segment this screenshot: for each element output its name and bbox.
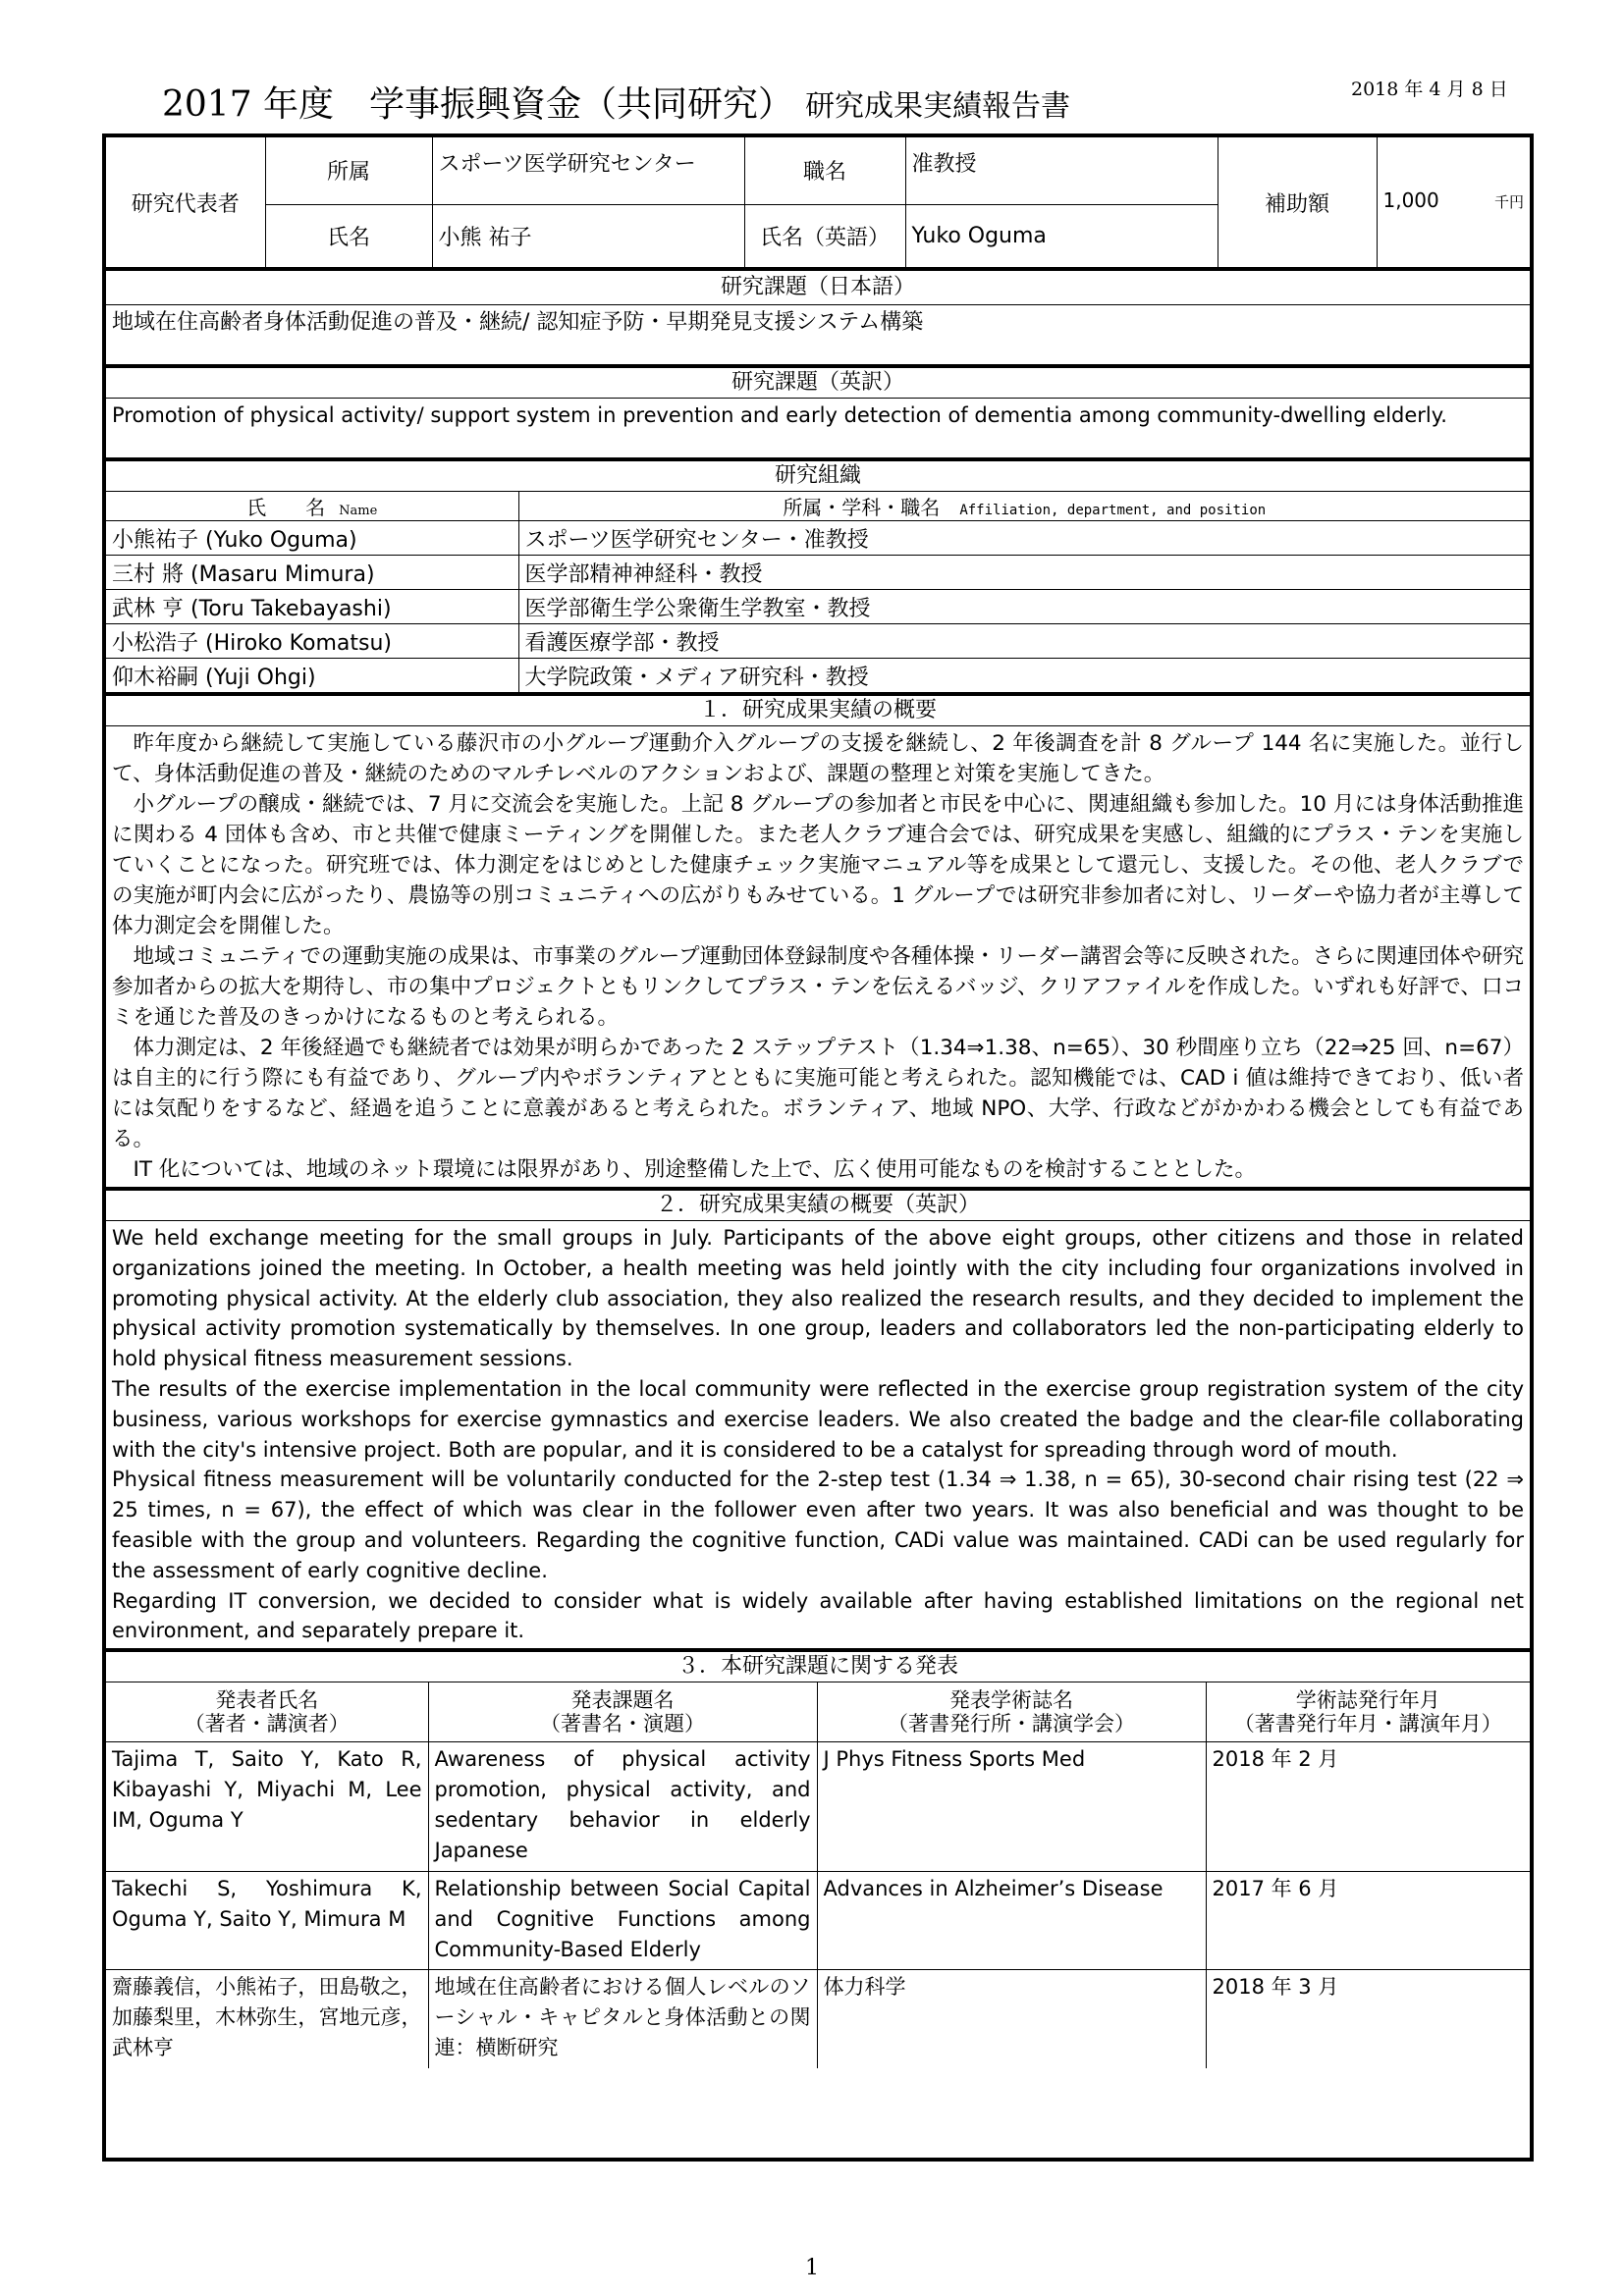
summary-ja-paragraph: 体力測定は、2 年後経過でも継続者では効果が明らかであった 2 ステップテスト（1.34⇒1.38、n=65）、30 秒間座り立ち（22⇒25 回、n=67）は自主的に行う際にも有益であり、グループ内やボランティアとともに実施可能と考えられた。認知機能では、CAD i 値は維持できており、低い者には気配りをするなど、経過を追うことに意義があると考えられた。ボランティア、地域 NPO、大学、行政などがかかわる機会としても有益である。	[112, 1036, 1524, 1151]
grant-label: 補助額	[1218, 137, 1377, 269]
name-en-value: Yuko Oguma	[905, 204, 1218, 269]
pub-col-authors: 発表者氏名 （著者・講演者）	[106, 1682, 428, 1742]
pub-date: 2018 年 3 月	[1206, 1970, 1530, 2068]
grant-cell	[1377, 137, 1530, 269]
member-affiliation: 医学部精神神経科・教授	[518, 556, 1530, 590]
pub-journal: J Phys Fitness Sports Med	[817, 1742, 1206, 1872]
affiliation-label: 所属	[265, 137, 432, 204]
publications-heading: ３．本研究課題に関する発表	[106, 1648, 1530, 1682]
organization-heading: 研究組織	[106, 457, 1530, 492]
publication-row	[106, 1970, 1530, 2068]
grant-value: 1,000	[1382, 188, 1439, 212]
member-name: 小熊祐子 (Yuko Oguma)	[106, 521, 518, 556]
summary-en-paragraph: Physical fitness measurement will be voluntarily conducted for the 2-step test (1.34 ⇒ 1.38, n = 65), 30-second chair rising test (22 ⇒ 25 times, n = 67), the effect of which was clear in the follower even after two years. It was also beneficial and was thought to be feasible with the group and volunteers. Regarding the cognitive function, CADi value was maintained. CADi can be used regularly for the assessment of early cognitive decline.	[112, 1468, 1524, 1582]
name-label: 氏名	[265, 204, 432, 269]
summary-en-heading: ２．研究成果実績の概要（英訳）	[106, 1187, 1530, 1221]
summary-en-body	[106, 1221, 1530, 1648]
member-affiliation: 大学院政策・メディア研究科・教授	[518, 659, 1530, 693]
publication-row	[106, 1742, 1530, 1872]
pub-title: Relationship between Social Capital and Cognitive Functions among Community-Based Elderly	[428, 1872, 817, 1970]
name-value: 小熊 祐子	[432, 204, 744, 269]
organization-table	[106, 492, 1530, 692]
theme-ja-heading: 研究課題（日本語）	[106, 271, 1530, 305]
pub-col-date: 学術誌発行年月 （著書発行年月・講演年月）	[1206, 1682, 1530, 1742]
pub-title: Awareness of physical activity promotion, physical activity, and sedentary behavior in elderly Japanese	[428, 1742, 817, 1872]
report-date: 2018 年 4 月 8 日	[1351, 79, 1508, 100]
affiliation-value: スポーツ医学研究センター	[432, 137, 744, 204]
org-member-row	[106, 521, 1530, 556]
org-col-affiliation: 所属・学科・職名 Affiliation, department, and position	[518, 492, 1530, 521]
info-table	[106, 137, 1530, 271]
org-member-row	[106, 659, 1530, 693]
pub-date: 2018 年 2 月	[1206, 1742, 1530, 1872]
summary-ja-paragraph: 地域コミュニティでの運動実施の成果は、市事業のグループ運動団体登録制度や各種体操・リーダー講習会等に反映された。さらに関連団体や研究参加者からの拡大を期待し、市の集中プロジェクトともリンクしてプラス・テンを伝えるバッジ、クリアファイルを作成した。いずれも好評で、口コミを通じた普及のきっかけになるものと考えられる。	[112, 944, 1524, 1030]
member-name: 武林 亨 (Toru Takebayashi)	[106, 590, 518, 624]
summary-en-paragraph: Regarding IT conversion, we decided to consider what is widely available after having established limitations on the regional net environment, and separately prepare it.	[112, 1588, 1524, 1643]
pub-col-title: 発表課題名 （著書名・演題）	[428, 1682, 817, 1742]
grant-unit: 千円	[1493, 193, 1524, 211]
pub-journal: Advances in Alzheimer’s Disease	[817, 1872, 1206, 1970]
title-sub: 研究成果実績報告書	[805, 89, 1071, 124]
org-member-row	[106, 556, 1530, 590]
member-name: 小松浩子 (Hiroko Komatsu)	[106, 624, 518, 659]
position-label: 職名	[744, 137, 905, 204]
position-value: 准教授	[905, 137, 1218, 204]
summary-ja-paragraph: 昨年度から継続して実施している藤沢市の小グループ運動介入グループの支援を継続し、2 年後調査を計 8 グループ 144 名に実施した。並行して、身体活動促進の普及・継続のためのマルチレベルのアクションおよび、課題の整理と対策を実施してきた。	[112, 731, 1524, 786]
org-col-name: 氏 名 Name	[106, 492, 518, 521]
member-name: 三村 將 (Masaru Mimura)	[106, 556, 518, 590]
theme-en-heading: 研究課題（英訳）	[106, 364, 1530, 399]
summary-ja-paragraph: 小グループの醸成・継続では、7 月に交流会を実施した。上記 8 グループの参加者と市民を中心に、関連組織も参加した。10 月には身体活動推進に関わる 4 団体も含め、市と共催で健康ミーティングを開催した。また老人クラブ連合会では、研究成果を実感し、組織的にプラス・テンを実施していくことになった。研究班では、体力測定をはじめとした健康チェック実施マニュアル等を成果として還元し、支援した。その他、老人クラブでの実施が町内会に広がったり、農協等の別コミュニティへの広がりもみせている。1 グループでは研究非参加者に対し、リーダーや協力者が主導して体力測定会を開催した。	[112, 792, 1524, 938]
summary-en-paragraph: The results of the exercise implementation in the local community were reflected in the exercise group registration system of the city business, various workshops for exercise gymnastics and exercise leaders. We also created the badge and the clear-file collaborating with the city's intensive project. Both are popular, and it is considered to be a catalyst for spreading through word of mouth.	[112, 1376, 1524, 1462]
pub-title: 地域在住高齢者における個人レベルのソーシャル・キャピタルと身体活動との関連：横断研究	[428, 1970, 817, 2068]
report-title	[162, 77, 1070, 127]
org-member-row	[106, 590, 1530, 624]
summary-ja-paragraph: IT 化については、地域のネット環境には限界があり、別途整備した上で、広く使用可能なものを検討することとした。	[133, 1157, 1256, 1182]
member-name: 仰木裕嗣 (Yuji Ohgi)	[106, 659, 518, 693]
pub-col-journal: 発表学術誌名 （著書発行所・講演学会）	[817, 1682, 1206, 1742]
publications-table	[106, 1682, 1530, 2068]
summary-en-paragraph: We held exchange meeting for the small groups in July. Participants of the above eight groups, other citizens and those in related organizations joined the meeting. In October, a health meeting was held jointly with the city including four organizations involved in promoting physical activity. At the elderly club association, they also realized the research results, and they decided to implement the physical activity promotion systematically by themselves. In one group, leaders and collaborators led the non-participating elderly to hold physical fitness measurement sessions.	[112, 1226, 1524, 1371]
representative-label: 研究代表者	[106, 137, 265, 269]
summary-ja-heading: １．研究成果実績の概要	[106, 692, 1530, 726]
name-en-label: 氏名（英語）	[744, 204, 905, 269]
page-number: 1	[805, 2256, 819, 2280]
member-affiliation: 医学部衛生学公衆衛生学教室・教授	[518, 590, 1530, 624]
summary-ja-body	[106, 726, 1530, 1187]
theme-en-text: Promotion of physical activity/ support system in prevention and early detection of dementia among community-dwelling elderly.	[112, 403, 1447, 427]
title-main: 2017 年度 学事振興資金（共同研究）	[162, 84, 794, 125]
member-affiliation: スポーツ医学研究センター・准教授	[518, 521, 1530, 556]
theme-ja-text: 地域在住高齢者身体活動促進の普及・継続/ 認知症予防・早期発見支援システム構築	[112, 310, 924, 335]
publication-row	[106, 1872, 1530, 1970]
pub-authors: 齋藤義信，小熊祐子，田島敬之，加藤梨里，木林弥生，宮地元彦，武林亨	[106, 1970, 428, 2068]
org-member-row	[106, 624, 1530, 659]
pub-date: 2017 年 6 月	[1206, 1872, 1530, 1970]
pub-authors: Takechi S, Yoshimura K, Oguma Y, Saito Y, Mimura M	[106, 1872, 428, 1970]
pub-authors: Tajima T, Saito Y, Kato R, Kibayashi Y, Miyachi M, Lee IM, Oguma Y	[106, 1742, 428, 1872]
pub-journal: 体力科学	[817, 1970, 1206, 2068]
member-affiliation: 看護医療学部・教授	[518, 624, 1530, 659]
report-frame	[102, 133, 1534, 2162]
